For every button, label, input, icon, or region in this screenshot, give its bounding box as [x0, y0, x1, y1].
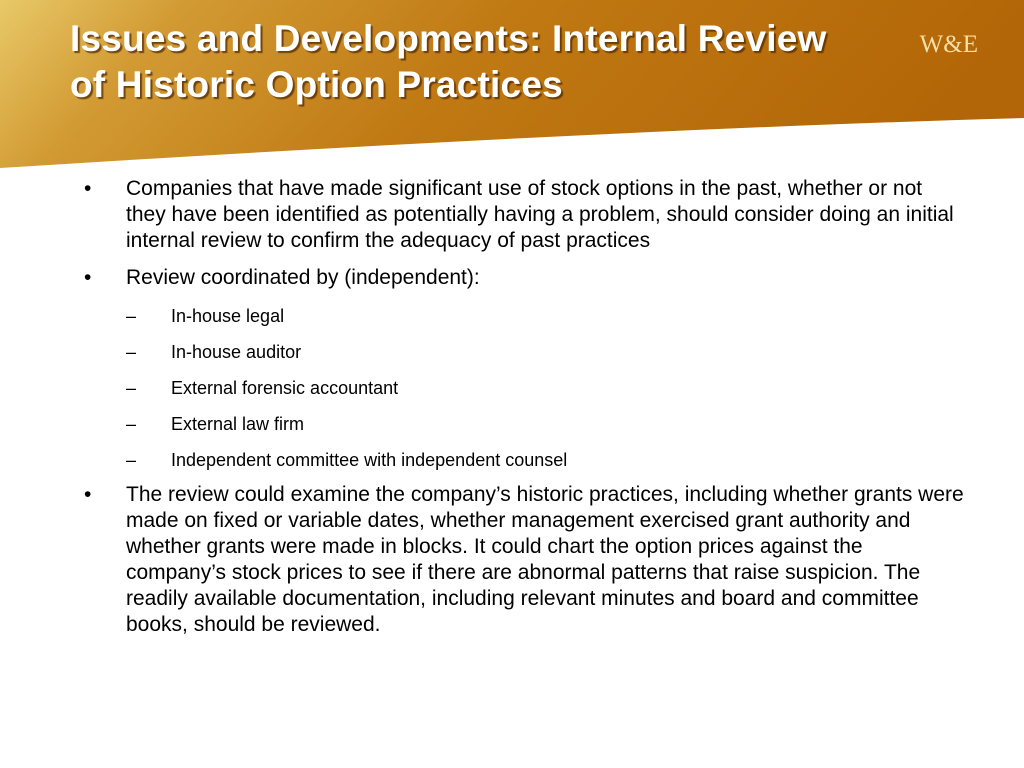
slide-title [70, 16, 950, 108]
sub-bullet-text: In-house legal [171, 306, 285, 326]
sub-bullet-item [84, 341, 964, 363]
slide-body [84, 176, 964, 649]
sub-bullet-item [84, 305, 964, 327]
bullet-text: Companies that have made significant use of stock options in the past, whether or not they have been identified as potentially having a problem, should consider doing an initial internal review to confirm the adequacy of past practices [126, 177, 954, 252]
bullet-text: Review coordinated by (independent): [126, 266, 480, 289]
sub-bullet-marker: – [126, 450, 137, 470]
bullet-item [84, 482, 964, 638]
sub-bullet-text: External forensic accountant [171, 378, 399, 398]
header-banner [0, 0, 1024, 168]
bullet-marker: • [84, 266, 92, 289]
bullet-marker: • [84, 177, 92, 200]
sub-bullet-text: External law firm [171, 414, 305, 434]
bullet-item [84, 265, 964, 291]
company-logo: W&E [919, 31, 978, 58]
slide-title-line-2: of Historic Option Practices [70, 64, 563, 105]
sub-bullet-marker: – [126, 342, 137, 362]
sub-bullet-item [84, 449, 964, 471]
sub-bullet-marker: – [126, 306, 137, 326]
sub-bullet-item [84, 377, 964, 399]
sub-bullet-item [84, 413, 964, 435]
sub-bullet-list [84, 305, 964, 471]
sub-bullet-marker: – [126, 414, 137, 434]
bullet-marker: • [84, 483, 92, 506]
bullet-text: The review could examine the company’s historic practices, including whether grants were made on fixed or variable dates, whether management exercised grant authority and whether grants were made in blocks. It could chart the option prices against the company’s stock prices to see if there are abnormal patterns that raise suspicion. The readily available documentation, including relevant minutes and board and committee books, should be reviewed. [126, 483, 964, 636]
sub-bullet-text: Independent committee with independent counsel [171, 450, 568, 470]
sub-bullet-marker: – [126, 378, 137, 398]
bullet-item [84, 176, 964, 254]
slide-title-line-1: Issues and Developments: Internal Review [70, 18, 827, 59]
sub-bullet-text: In-house auditor [171, 342, 302, 362]
